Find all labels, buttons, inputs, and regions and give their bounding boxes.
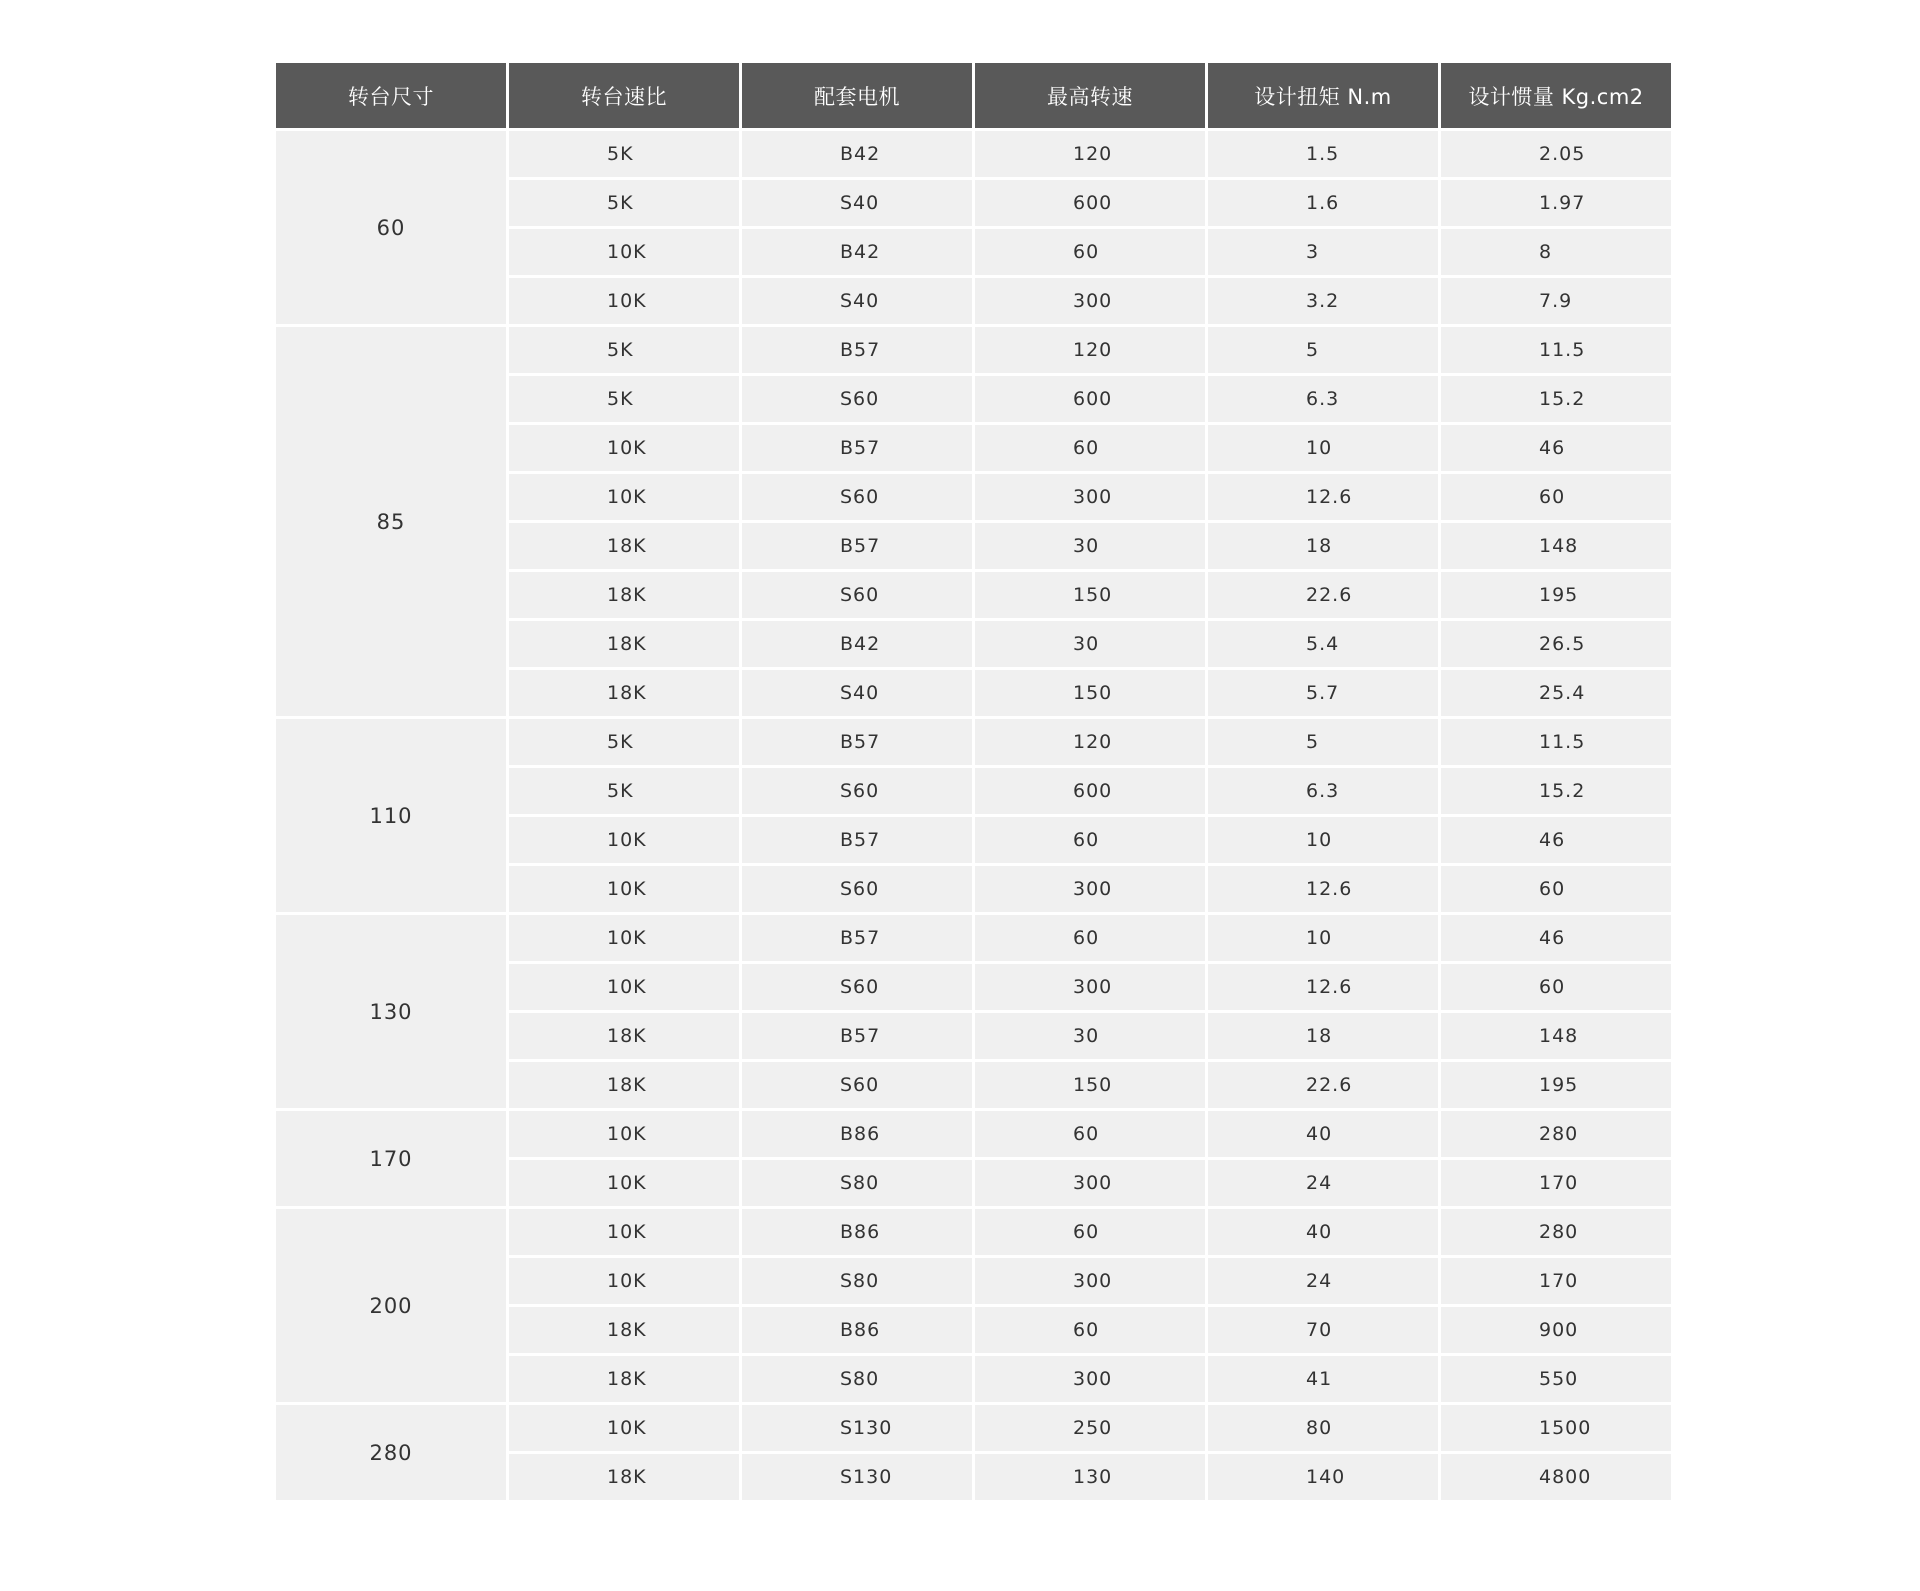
torque-cell: 40 xyxy=(1208,1209,1438,1255)
turntable-size-cell: 280 xyxy=(276,1405,506,1500)
torque-cell: 40 xyxy=(1208,1111,1438,1157)
max-speed-cell: 250 xyxy=(975,1405,1205,1451)
table-row xyxy=(276,1405,1671,1451)
torque-cell: 5.7 xyxy=(1208,670,1438,716)
max-speed-cell: 600 xyxy=(975,180,1205,226)
inertia-cell: 170 xyxy=(1441,1258,1671,1304)
motor-cell: S60 xyxy=(742,572,972,618)
speed-ratio-cell: 10K xyxy=(509,915,739,961)
motor-cell: B86 xyxy=(742,1209,972,1255)
max-speed-cell: 300 xyxy=(975,1160,1205,1206)
max-speed-cell: 300 xyxy=(975,278,1205,324)
torque-cell: 5.4 xyxy=(1208,621,1438,667)
max-speed-cell: 60 xyxy=(975,817,1205,863)
spec-table xyxy=(273,60,1674,1503)
turntable-size-cell: 85 xyxy=(276,327,506,716)
torque-cell: 5 xyxy=(1208,327,1438,373)
motor-cell: B57 xyxy=(742,425,972,471)
inertia-cell: 148 xyxy=(1441,523,1671,569)
torque-cell: 12.6 xyxy=(1208,964,1438,1010)
max-speed-cell: 30 xyxy=(975,1013,1205,1059)
inertia-cell: 60 xyxy=(1441,866,1671,912)
speed-ratio-cell: 10K xyxy=(509,866,739,912)
speed-ratio-cell: 18K xyxy=(509,1356,739,1402)
max-speed-cell: 30 xyxy=(975,523,1205,569)
table-row xyxy=(276,1209,1671,1255)
motor-cell: B42 xyxy=(742,229,972,275)
torque-cell: 22.6 xyxy=(1208,1062,1438,1108)
table-row xyxy=(276,131,1671,177)
torque-cell: 10 xyxy=(1208,915,1438,961)
table-row xyxy=(276,327,1671,373)
torque-cell: 5 xyxy=(1208,719,1438,765)
torque-cell: 41 xyxy=(1208,1356,1438,1402)
speed-ratio-cell: 5K xyxy=(509,719,739,765)
inertia-cell: 2.05 xyxy=(1441,131,1671,177)
motor-cell: B57 xyxy=(742,719,972,765)
torque-cell: 10 xyxy=(1208,425,1438,471)
max-speed-cell: 600 xyxy=(975,768,1205,814)
speed-ratio-cell: 18K xyxy=(509,621,739,667)
max-speed-cell: 60 xyxy=(975,425,1205,471)
speed-ratio-cell: 18K xyxy=(509,670,739,716)
torque-cell: 12.6 xyxy=(1208,866,1438,912)
header-design-torque: 设计扭矩 N.m xyxy=(1208,63,1438,128)
inertia-cell: 7.9 xyxy=(1441,278,1671,324)
turntable-size-cell: 130 xyxy=(276,915,506,1108)
inertia-cell: 550 xyxy=(1441,1356,1671,1402)
max-speed-cell: 300 xyxy=(975,964,1205,1010)
inertia-cell: 8 xyxy=(1441,229,1671,275)
header-speed-ratio: 转台速比 xyxy=(509,63,739,128)
motor-cell: S40 xyxy=(742,180,972,226)
max-speed-cell: 150 xyxy=(975,1062,1205,1108)
speed-ratio-cell: 18K xyxy=(509,523,739,569)
motor-cell: S40 xyxy=(742,670,972,716)
motor-cell: B57 xyxy=(742,915,972,961)
speed-ratio-cell: 5K xyxy=(509,376,739,422)
max-speed-cell: 60 xyxy=(975,1307,1205,1353)
torque-cell: 1.6 xyxy=(1208,180,1438,226)
motor-cell: B86 xyxy=(742,1307,972,1353)
inertia-cell: 25.4 xyxy=(1441,670,1671,716)
inertia-cell: 46 xyxy=(1441,425,1671,471)
motor-cell: B57 xyxy=(742,327,972,373)
max-speed-cell: 150 xyxy=(975,670,1205,716)
inertia-cell: 46 xyxy=(1441,915,1671,961)
torque-cell: 1.5 xyxy=(1208,131,1438,177)
max-speed-cell: 300 xyxy=(975,1356,1205,1402)
speed-ratio-cell: 10K xyxy=(509,278,739,324)
max-speed-cell: 300 xyxy=(975,474,1205,520)
speed-ratio-cell: 10K xyxy=(509,1111,739,1157)
max-speed-cell: 120 xyxy=(975,719,1205,765)
torque-cell: 22.6 xyxy=(1208,572,1438,618)
max-speed-cell: 300 xyxy=(975,866,1205,912)
inertia-cell: 280 xyxy=(1441,1209,1671,1255)
motor-cell: S40 xyxy=(742,278,972,324)
header-row xyxy=(276,63,1671,128)
motor-cell: B57 xyxy=(742,523,972,569)
motor-cell: S60 xyxy=(742,768,972,814)
speed-ratio-cell: 10K xyxy=(509,1160,739,1206)
turntable-size-cell: 110 xyxy=(276,719,506,912)
inertia-cell: 46 xyxy=(1441,817,1671,863)
motor-cell: S130 xyxy=(742,1454,972,1500)
inertia-cell: 15.2 xyxy=(1441,768,1671,814)
inertia-cell: 148 xyxy=(1441,1013,1671,1059)
speed-ratio-cell: 10K xyxy=(509,229,739,275)
speed-ratio-cell: 10K xyxy=(509,474,739,520)
speed-ratio-cell: 5K xyxy=(509,768,739,814)
torque-cell: 6.3 xyxy=(1208,376,1438,422)
torque-cell: 3 xyxy=(1208,229,1438,275)
max-speed-cell: 130 xyxy=(975,1454,1205,1500)
speed-ratio-cell: 10K xyxy=(509,817,739,863)
motor-cell: S80 xyxy=(742,1356,972,1402)
motor-cell: S60 xyxy=(742,866,972,912)
spec-table-body xyxy=(276,131,1671,1500)
torque-cell: 6.3 xyxy=(1208,768,1438,814)
torque-cell: 24 xyxy=(1208,1258,1438,1304)
max-speed-cell: 300 xyxy=(975,1258,1205,1304)
speed-ratio-cell: 18K xyxy=(509,1013,739,1059)
inertia-cell: 1500 xyxy=(1441,1405,1671,1451)
inertia-cell: 900 xyxy=(1441,1307,1671,1353)
motor-cell: B42 xyxy=(742,621,972,667)
spec-table-header xyxy=(276,63,1671,128)
max-speed-cell: 60 xyxy=(975,915,1205,961)
max-speed-cell: 150 xyxy=(975,572,1205,618)
motor-cell: S60 xyxy=(742,1062,972,1108)
torque-cell: 18 xyxy=(1208,1013,1438,1059)
max-speed-cell: 60 xyxy=(975,229,1205,275)
torque-cell: 24 xyxy=(1208,1160,1438,1206)
speed-ratio-cell: 10K xyxy=(509,425,739,471)
inertia-cell: 11.5 xyxy=(1441,719,1671,765)
torque-cell: 10 xyxy=(1208,817,1438,863)
torque-cell: 3.2 xyxy=(1208,278,1438,324)
max-speed-cell: 600 xyxy=(975,376,1205,422)
header-max-speed: 最高转速 xyxy=(975,63,1205,128)
turntable-size-cell: 200 xyxy=(276,1209,506,1402)
inertia-cell: 195 xyxy=(1441,572,1671,618)
motor-cell: B86 xyxy=(742,1111,972,1157)
max-speed-cell: 60 xyxy=(975,1209,1205,1255)
inertia-cell: 60 xyxy=(1441,964,1671,1010)
speed-ratio-cell: 5K xyxy=(509,180,739,226)
table-row xyxy=(276,915,1671,961)
header-turntable-size: 转台尺寸 xyxy=(276,63,506,128)
header-motor: 配套电机 xyxy=(742,63,972,128)
speed-ratio-cell: 10K xyxy=(509,964,739,1010)
inertia-cell: 280 xyxy=(1441,1111,1671,1157)
motor-cell: B57 xyxy=(742,1013,972,1059)
speed-ratio-cell: 18K xyxy=(509,1307,739,1353)
max-speed-cell: 120 xyxy=(975,327,1205,373)
inertia-cell: 195 xyxy=(1441,1062,1671,1108)
torque-cell: 70 xyxy=(1208,1307,1438,1353)
speed-ratio-cell: 10K xyxy=(509,1209,739,1255)
speed-ratio-cell: 10K xyxy=(509,1405,739,1451)
motor-cell: S60 xyxy=(742,964,972,1010)
inertia-cell: 11.5 xyxy=(1441,327,1671,373)
torque-cell: 18 xyxy=(1208,523,1438,569)
max-speed-cell: 120 xyxy=(975,131,1205,177)
motor-cell: S80 xyxy=(742,1160,972,1206)
motor-cell: S130 xyxy=(742,1405,972,1451)
max-speed-cell: 30 xyxy=(975,621,1205,667)
inertia-cell: 1.97 xyxy=(1441,180,1671,226)
motor-cell: S80 xyxy=(742,1258,972,1304)
inertia-cell: 26.5 xyxy=(1441,621,1671,667)
torque-cell: 140 xyxy=(1208,1454,1438,1500)
turntable-size-cell: 60 xyxy=(276,131,506,324)
motor-cell: S60 xyxy=(742,376,972,422)
header-design-inertia: 设计惯量 Kg.cm2 xyxy=(1441,63,1671,128)
speed-ratio-cell: 5K xyxy=(509,327,739,373)
table-row xyxy=(276,719,1671,765)
motor-cell: B42 xyxy=(742,131,972,177)
turntable-size-cell: 170 xyxy=(276,1111,506,1206)
motor-cell: B57 xyxy=(742,817,972,863)
motor-cell: S60 xyxy=(742,474,972,520)
table-row xyxy=(276,1111,1671,1157)
inertia-cell: 60 xyxy=(1441,474,1671,520)
speed-ratio-cell: 5K xyxy=(509,131,739,177)
speed-ratio-cell: 18K xyxy=(509,572,739,618)
max-speed-cell: 60 xyxy=(975,1111,1205,1157)
speed-ratio-cell: 18K xyxy=(509,1454,739,1500)
inertia-cell: 170 xyxy=(1441,1160,1671,1206)
inertia-cell: 15.2 xyxy=(1441,376,1671,422)
speed-ratio-cell: 10K xyxy=(509,1258,739,1304)
torque-cell: 12.6 xyxy=(1208,474,1438,520)
inertia-cell: 4800 xyxy=(1441,1454,1671,1500)
torque-cell: 80 xyxy=(1208,1405,1438,1451)
speed-ratio-cell: 18K xyxy=(509,1062,739,1108)
